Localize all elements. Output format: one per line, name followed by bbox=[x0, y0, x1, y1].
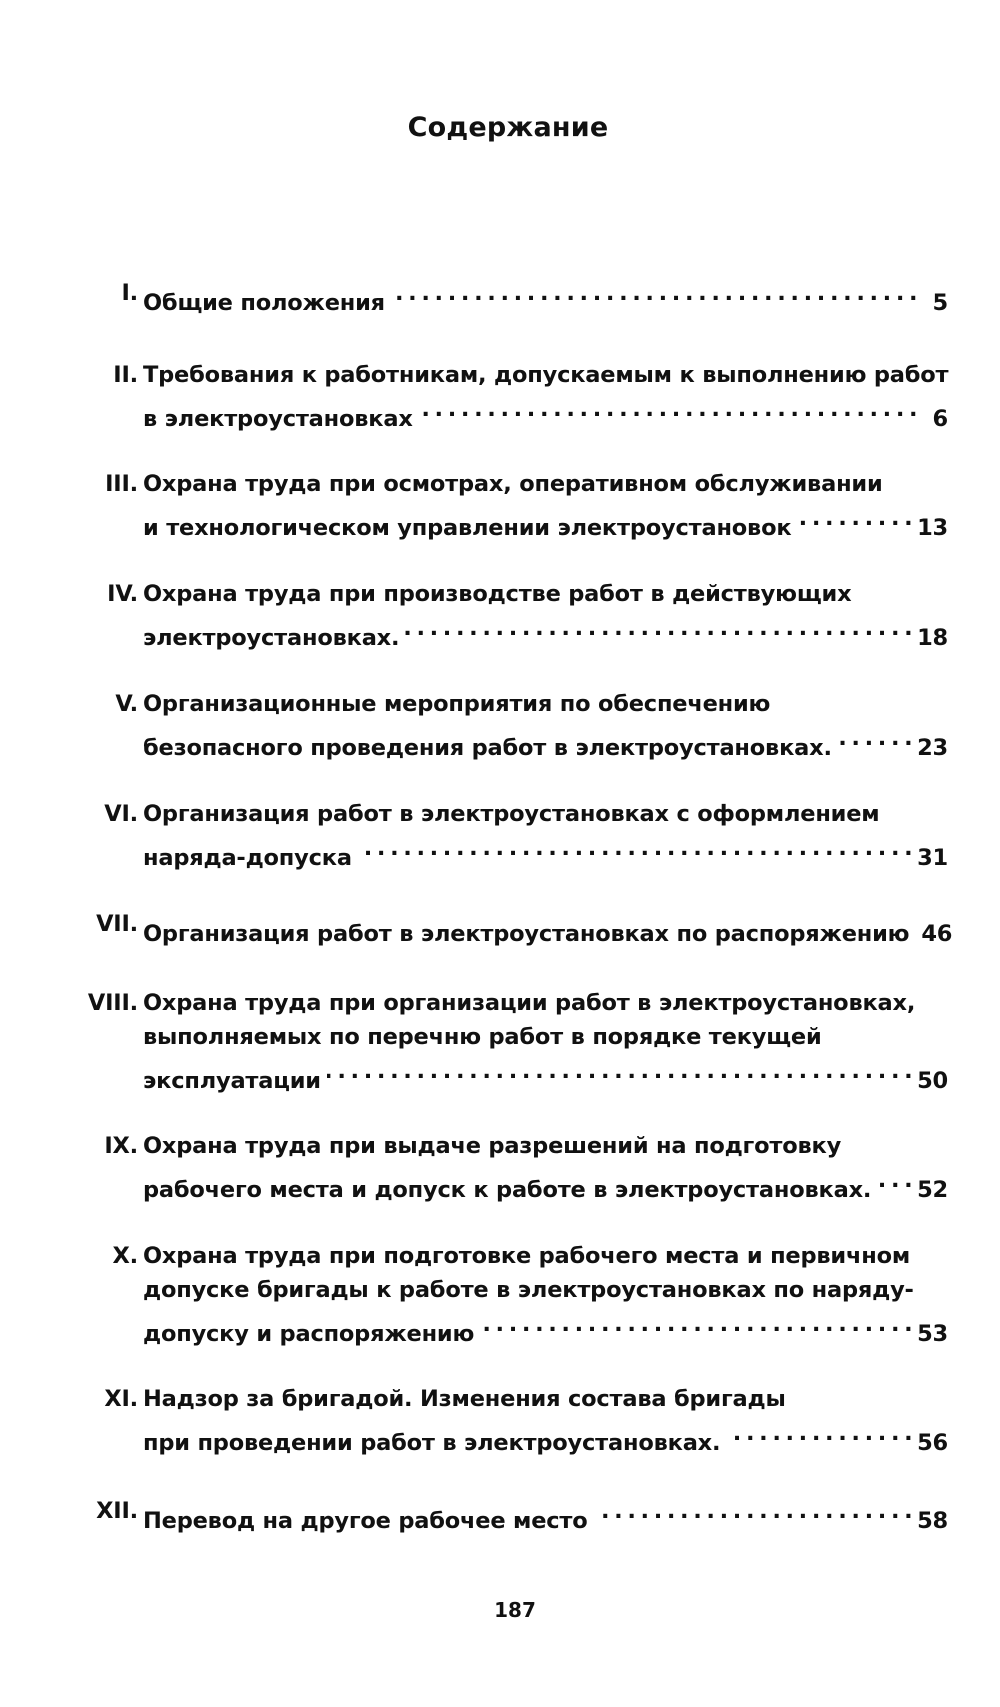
toc-entry-page: 52 bbox=[917, 1177, 948, 1203]
toc-entry-page: 13 bbox=[917, 515, 948, 541]
toc-entry-title-line: Организация работ в электроустановках по распоряжению bbox=[143, 921, 910, 947]
toc-entry-number: XII. bbox=[96, 1498, 138, 1524]
dot-leader bbox=[358, 831, 911, 865]
toc-entry-title-line: Охрана труда при производстве работ в действующих bbox=[143, 581, 852, 607]
toc-entry-title-line: при проведении работ в электроустановках. bbox=[143, 1430, 721, 1456]
page-title: Содержание bbox=[407, 112, 609, 143]
toc-entry-number: IV. bbox=[107, 581, 138, 607]
toc-entry-title-line: Организационные мероприятия по обеспечению bbox=[143, 691, 771, 717]
toc-entry-page: 23 bbox=[917, 735, 948, 761]
toc-entry-page: 53 bbox=[917, 1321, 948, 1347]
dot-leader bbox=[797, 501, 911, 535]
toc-entry-page: 46 bbox=[921, 921, 953, 947]
toc-entry-number: IX. bbox=[104, 1133, 138, 1159]
toc-entry-title-line: наряда-допуска bbox=[143, 845, 352, 871]
toc-entry-title-line: Охрана труда при организации работ в электроустановках, bbox=[143, 990, 916, 1016]
toc-entry-title-line: рабочего места и допуск к работе в электроустановках. bbox=[143, 1177, 872, 1203]
toc-entry-title-line: Требования к работникам, допускаемым к выполнению работ bbox=[143, 362, 949, 388]
toc-entry-page: 31 bbox=[917, 845, 948, 871]
dot-leader bbox=[405, 611, 911, 645]
toc-entry-title-line: выполняемых по перечню работ в порядке текущей bbox=[143, 1024, 822, 1050]
toc-entry-title-line: Перевод на другое рабочее место bbox=[143, 1508, 588, 1534]
dot-leader bbox=[726, 1416, 911, 1450]
toc-entry-number: VIII. bbox=[87, 990, 138, 1016]
toc-entry-title-line: эксплуатации bbox=[143, 1068, 321, 1094]
toc-entry-title-line: Охрана труда при выдаче разрешений на подготовку bbox=[143, 1133, 842, 1159]
toc-entry-title-line: безопасного проведения работ в электроустановках. bbox=[143, 735, 832, 761]
toc-entry-title-line: электроустановках. bbox=[143, 625, 400, 651]
toc-entry-title-line: и технологическом управлении электроустановок bbox=[143, 515, 792, 541]
toc-entry-page: 6 bbox=[932, 406, 948, 432]
dot-leader bbox=[838, 721, 911, 755]
toc-entry-number: XI. bbox=[104, 1386, 138, 1412]
toc-entry-number: VII. bbox=[96, 911, 138, 937]
toc-entry-number: II. bbox=[113, 362, 138, 388]
toc-entry-title-line: Организация работ в электроустановках с оформлением bbox=[143, 801, 880, 827]
toc-entry-page: 5 bbox=[932, 290, 948, 316]
toc-entry-number: I. bbox=[121, 280, 138, 306]
dot-leader bbox=[419, 392, 916, 426]
toc-entry-title-line: допуске бригады к работе в электроустановках по наряду- bbox=[143, 1277, 914, 1303]
toc-entry-number: VI. bbox=[104, 801, 138, 827]
dot-leader bbox=[327, 1054, 911, 1088]
dot-leader bbox=[480, 1307, 911, 1341]
page-number: 187 bbox=[494, 1598, 536, 1622]
dot-leader bbox=[877, 1163, 911, 1197]
toc-entry-page: 50 bbox=[917, 1068, 948, 1094]
toc-entry-title-line: Охрана труда при осмотрах, оперативном обслуживании bbox=[143, 471, 883, 497]
dot-leader bbox=[594, 1494, 912, 1528]
toc-entry-page: 56 bbox=[917, 1430, 948, 1456]
toc-entry-page: 58 bbox=[917, 1508, 948, 1534]
toc-entry-title-line: допуску и распоряжению bbox=[143, 1321, 475, 1347]
toc-entry-title-line: Надзор за бригадой. Изменения состава бригады bbox=[143, 1386, 786, 1412]
toc-entry-number: III. bbox=[105, 471, 138, 497]
toc-entry-title-line: Общие положения bbox=[143, 290, 385, 316]
toc-entry-title-line: Охрана труда при подготовке рабочего места и первичном bbox=[143, 1243, 911, 1269]
toc-entry-number: V. bbox=[115, 691, 138, 717]
toc-entry-title-line: в электроустановках bbox=[143, 406, 413, 432]
toc-entry-number: X. bbox=[112, 1243, 138, 1269]
toc-entry-page: 18 bbox=[917, 625, 948, 651]
dot-leader bbox=[391, 276, 916, 310]
